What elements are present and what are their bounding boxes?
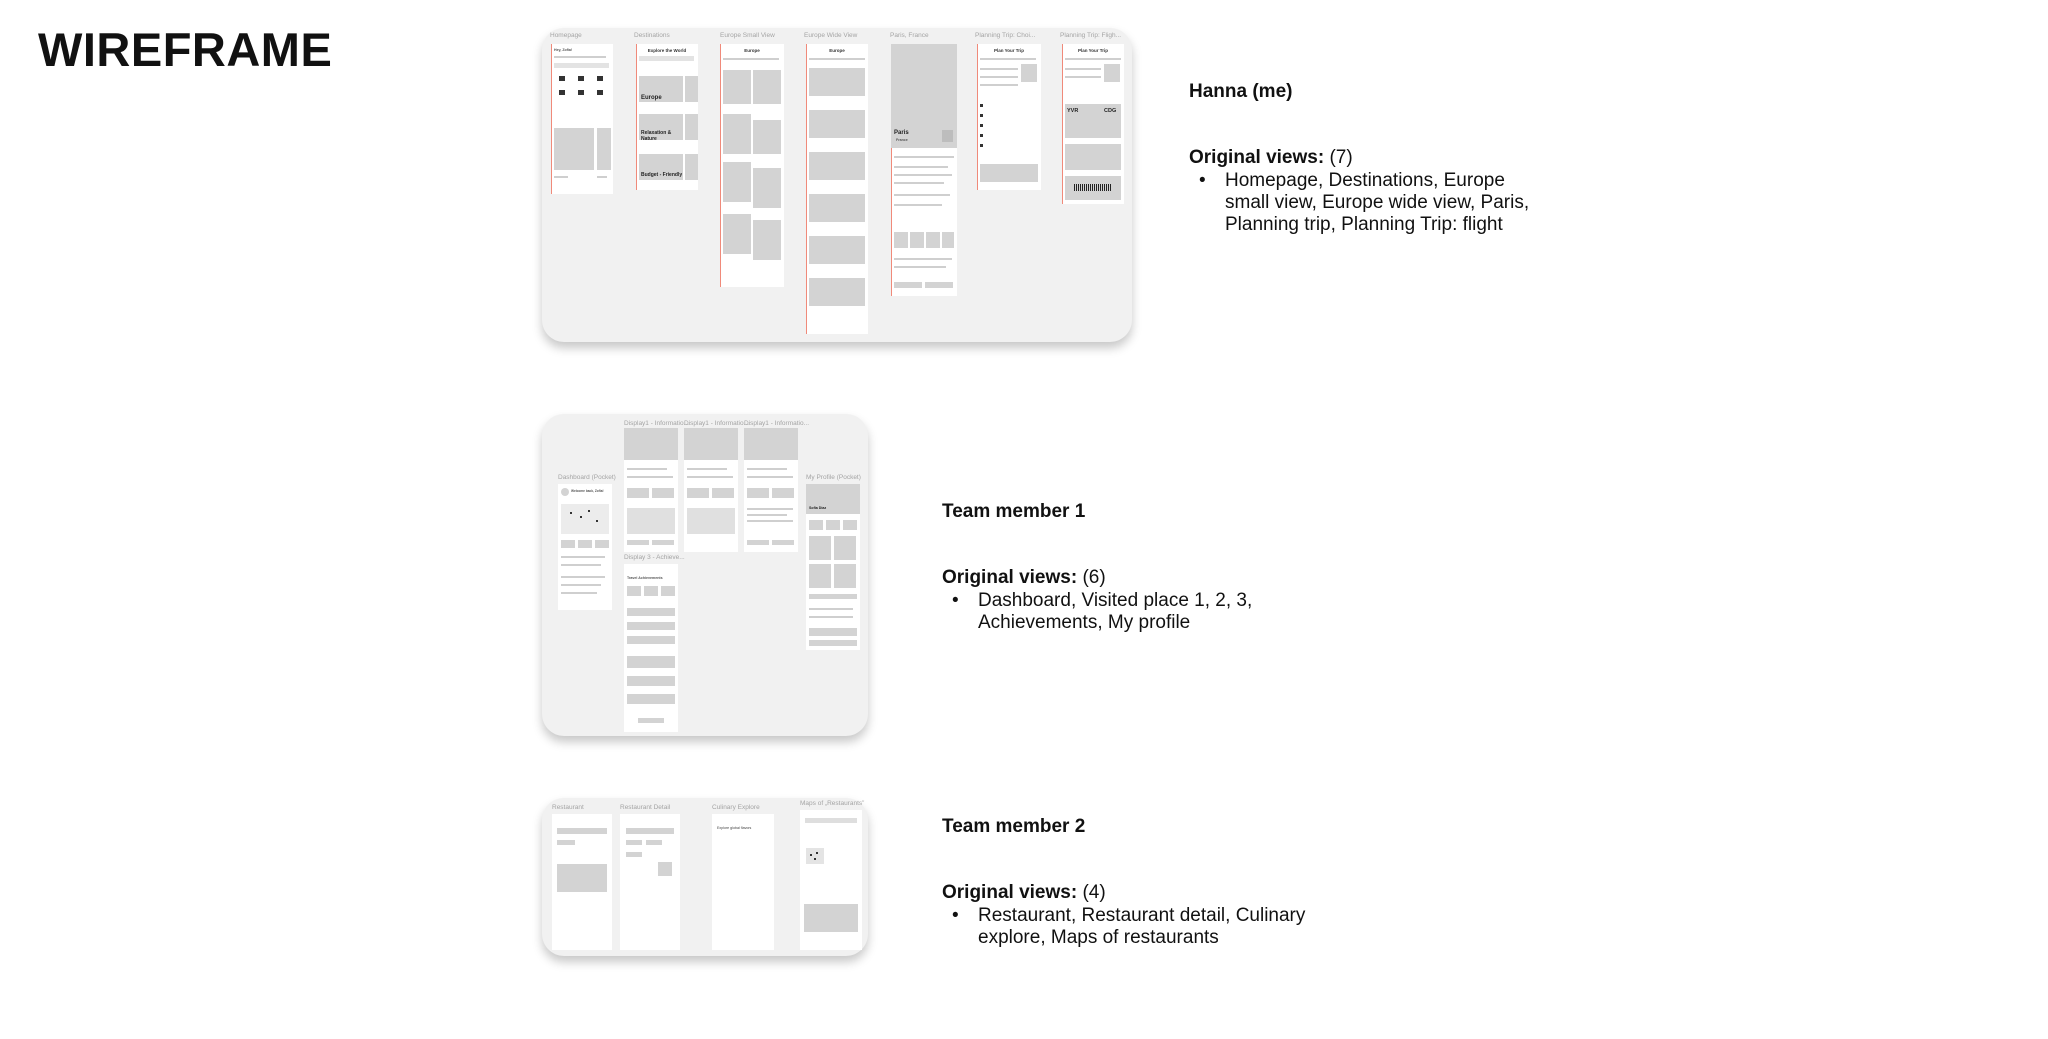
screen-maps-of-restaurants[interactable] — [800, 810, 862, 950]
screen-visited-place-2[interactable] — [684, 428, 738, 552]
screen-visited-place-3[interactable] — [744, 428, 798, 552]
views-list-text: Homepage, Destinations, Europe small view, Europe wide view, Paris, Planning trip, Planning Trip: flight — [1225, 170, 1530, 235]
frame-label-europe-small: Europe Small View — [720, 32, 775, 39]
plan-flight-title: Plan Your Trip — [1077, 48, 1109, 53]
screen-restaurant[interactable] — [552, 814, 612, 950]
home-greeting: Hey, Zofia! — [554, 48, 573, 52]
frame-label-plan-flight: Planning Trip: Fligh... — [1060, 32, 1122, 39]
frame-label-my-profile: My Profile (Pocket) — [806, 474, 861, 481]
frame-label-restaurant: Restaurant — [552, 804, 584, 811]
section-heading-team-member-2: Team member 2 — [942, 816, 1086, 837]
europe-wide-title: Europe — [829, 48, 845, 53]
frame-label-homepage: Homepage — [550, 32, 582, 39]
screen-planning-flight[interactable] — [1062, 44, 1124, 204]
frame-label-restaurant-detail: Restaurant Detail — [620, 804, 671, 811]
screen-destinations[interactable] — [636, 44, 698, 190]
section-heading-team-member-1: Team member 1 — [942, 501, 1086, 522]
views-list-text: Dashboard, Visited place 1, 2, 3, Achievements, My profile — [978, 590, 1253, 633]
frame-label-dashboard: Dashboard (Pocket) — [558, 474, 616, 481]
screen-europe-wide[interactable] — [806, 44, 868, 334]
dest-card-budget: Budget - Friendly — [641, 172, 683, 178]
frame-label-visited-3: Display1 - Informatio... — [744, 420, 810, 427]
europe-small-title: Europe — [744, 48, 760, 53]
flight-to: CDG — [1104, 108, 1117, 114]
wireframe-board-hanna[interactable] — [542, 28, 1132, 342]
screen-dashboard[interactable] — [558, 484, 612, 610]
culinary-text: Explore global flavors — [717, 826, 752, 830]
dest-card-relaxation: Relaxation & Nature — [641, 130, 672, 142]
frame-label-culinary: Culinary Explore — [712, 804, 760, 811]
views-count: (4) — [1082, 882, 1106, 903]
views-label: Original views: — [1189, 147, 1325, 168]
frame-label-europe-wide: Europe Wide View — [804, 32, 858, 39]
paris-title: Paris — [894, 130, 909, 136]
original-views-team-member-1 — [942, 566, 1106, 590]
paris-country: France — [896, 138, 908, 142]
views-label: Original views: — [942, 567, 1078, 588]
frame-label-maps: Maps of „Restaurants” — [800, 800, 865, 807]
original-views-hanna — [1189, 146, 1353, 170]
section-heading-hanna: Hanna (me) — [1189, 81, 1293, 102]
frame-label-visited-1: Display1 - Informatio... — [624, 420, 690, 427]
views-count: (6) — [1082, 567, 1106, 588]
views-label: Original views: — [942, 882, 1078, 903]
flight-from: YVR — [1067, 108, 1079, 114]
plan-title: Plan Your Trip — [993, 48, 1025, 53]
original-views-team-member-2 — [942, 881, 1106, 905]
page-title: WIREFRAME — [38, 23, 333, 76]
destinations-title: Explore the World — [647, 48, 687, 53]
views-count: (7) — [1329, 147, 1353, 168]
dest-card-europe: Europe — [641, 95, 662, 101]
frame-label-visited-2: Display1 - Informatio... — [684, 420, 750, 427]
achievements-title: Travel Achievements — [627, 576, 663, 580]
screen-homepage[interactable] — [551, 44, 613, 194]
profile-name: Sofia Diaz — [809, 506, 827, 510]
screen-visited-place-1[interactable] — [624, 428, 678, 552]
wireframe-board-team-member-1[interactable] — [542, 414, 868, 736]
frame-label-achievements: Display 3 - Achieve... — [624, 554, 685, 561]
frame-label-destinations: Destinations — [634, 32, 670, 39]
screen-achievements[interactable] — [624, 564, 678, 732]
frame-label-paris: Paris, France — [890, 32, 929, 39]
frame-label-plan-choice: Planning Trip: Choi... — [975, 32, 1036, 39]
dashboard-welcome: Welcome back, Zofia! — [571, 489, 604, 493]
views-list-text: Restaurant, Restaurant detail, Culinary explore, Maps of restaurants — [978, 905, 1306, 948]
screen-paris[interactable] — [891, 44, 957, 296]
screen-europe-small[interactable] — [720, 44, 784, 287]
wireframe-board-team-member-2[interactable] — [542, 798, 868, 956]
screen-my-profile[interactable] — [806, 484, 860, 650]
screen-planning-trip[interactable] — [977, 44, 1041, 190]
screen-restaurant-detail[interactable] — [620, 814, 680, 950]
screen-culinary-explore[interactable] — [712, 814, 774, 950]
